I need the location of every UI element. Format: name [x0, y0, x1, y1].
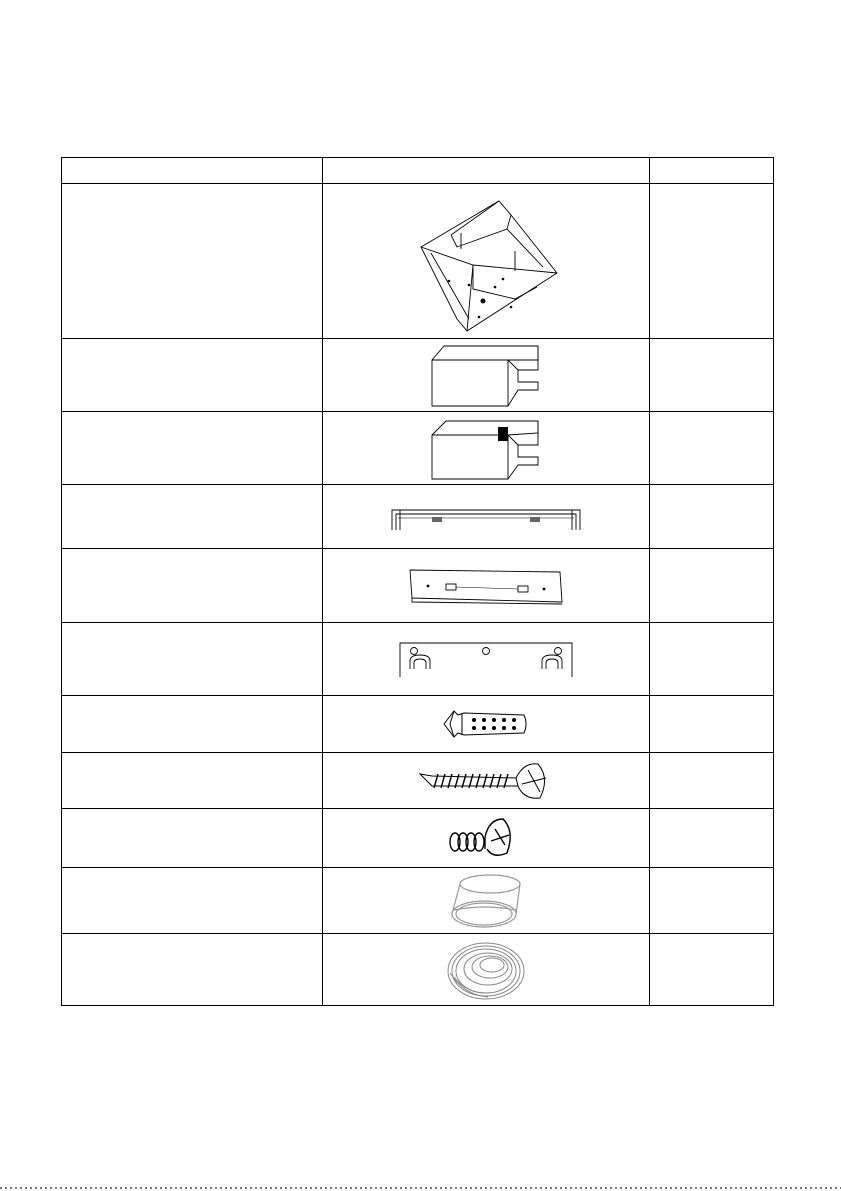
part-picture-cell [323, 753, 650, 809]
long-screw-icon [418, 760, 554, 802]
lower-chimney-cover-icon [426, 415, 546, 481]
table-row [62, 809, 774, 868]
part-name-cell [62, 184, 323, 339]
part-quantity-cell [650, 868, 774, 934]
part-picture-cell [323, 412, 650, 485]
part-quantity-cell [650, 339, 774, 412]
upper-chimney-cover-icon [426, 342, 546, 408]
table-row [62, 868, 774, 934]
table-row [62, 934, 774, 1006]
hanging-bracket-icon [396, 639, 576, 679]
part-quantity-cell [650, 485, 774, 549]
flat-bracket-icon [406, 566, 566, 606]
exhaust-hose-icon [444, 937, 528, 1003]
part-picture-cell [323, 485, 650, 549]
part-quantity-cell [650, 623, 774, 696]
part-name-cell [62, 868, 323, 934]
chimney-housing-icon [411, 189, 561, 334]
part-quantity-cell [650, 184, 774, 339]
part-picture-cell [323, 696, 650, 753]
header-cell-name [62, 158, 323, 184]
part-name-cell [62, 809, 323, 868]
part-name-cell [62, 623, 323, 696]
part-picture-cell [323, 549, 650, 623]
table-row [62, 696, 774, 753]
short-screw-icon [445, 815, 527, 861]
part-picture-cell [323, 868, 650, 934]
header-cell-quantity [650, 158, 774, 184]
part-name-cell [62, 696, 323, 753]
part-picture-cell [323, 339, 650, 412]
part-name-cell [62, 549, 323, 623]
part-name-cell [62, 412, 323, 485]
parts-table [61, 157, 774, 1006]
part-quantity-cell [650, 809, 774, 868]
part-quantity-cell [650, 696, 774, 753]
wall-plug-icon [440, 707, 532, 741]
part-picture-cell [323, 623, 650, 696]
part-name-cell [62, 753, 323, 809]
duct-adapter-icon [446, 870, 526, 932]
table-row [62, 549, 774, 623]
mounting-bracket-icon [388, 502, 584, 532]
table-header-row [62, 158, 774, 184]
header-cell-picture [323, 158, 650, 184]
table-row [62, 184, 774, 339]
part-picture-cell [323, 809, 650, 868]
part-name-cell [62, 485, 323, 549]
part-quantity-cell [650, 549, 774, 623]
part-name-cell [62, 339, 323, 412]
part-quantity-cell [650, 934, 774, 1006]
part-quantity-cell [650, 412, 774, 485]
part-quantity-cell [650, 753, 774, 809]
table-row [62, 623, 774, 696]
table-row [62, 412, 774, 485]
table-row [62, 339, 774, 412]
part-name-cell [62, 934, 323, 1006]
part-picture-cell [323, 184, 650, 339]
part-picture-cell [323, 934, 650, 1006]
table-row [62, 485, 774, 549]
page-bottom-dotted-line [0, 1185, 841, 1191]
table-row [62, 753, 774, 809]
